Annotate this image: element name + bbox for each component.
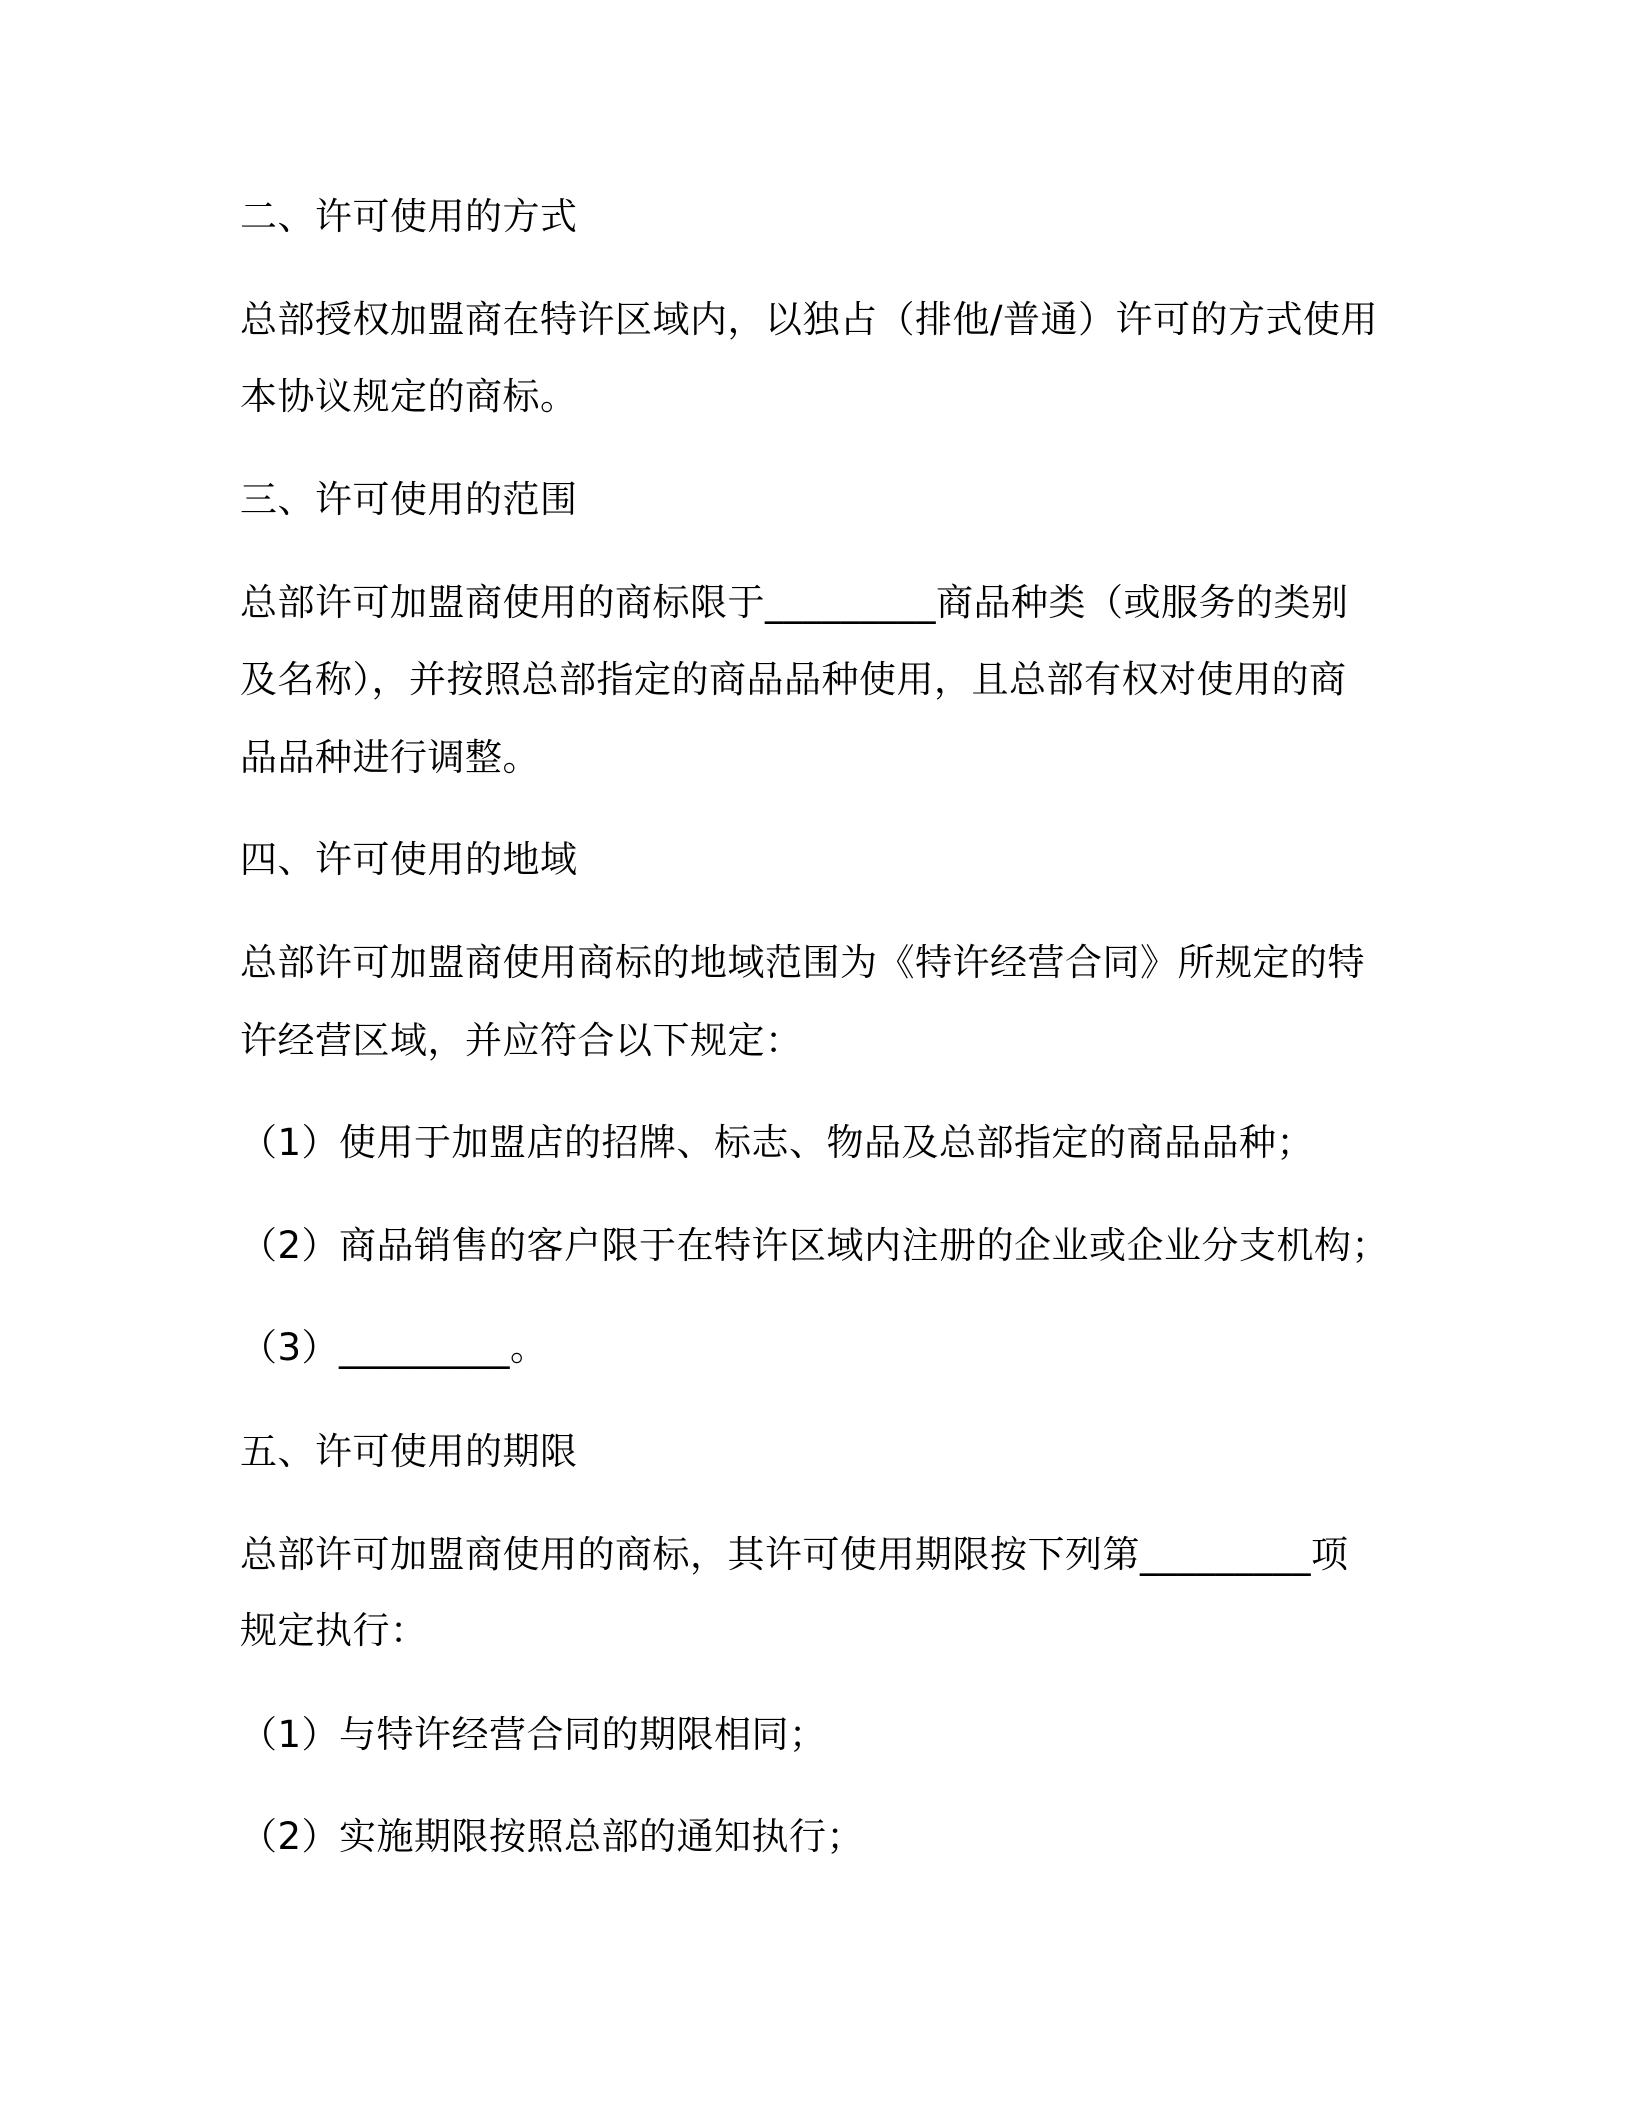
paragraph-line: 许经营区域，并应符合以下规定： [240,1019,803,1062]
paragraph-line: 总部许可加盟商使用商标的地域范围为《特许经营合同》所规定的特 [240,941,1365,984]
list-item: （1）使用于加盟店的招牌、标志、物品及总部指定的商品品种； [240,1121,1315,1164]
list-item: （2）商品销售的客户限于在特许区域内注册的企业或企业分支机构； [240,1224,1390,1267]
paragraph-line: 总部许可加盟商使用的商标，其许可使用期限按下列第_________项 [240,1533,1349,1576]
section-heading-3: 三、许可使用的范围 [240,478,578,521]
paragraph-line: 品品种进行调整。 [240,736,540,779]
paragraph-line: 本协议规定的商标。 [240,375,578,418]
paragraph-line: 总部授权加盟商在特许区域内，以独占（排他/普通）许可的方式使用 [240,298,1378,341]
paragraph-line: 及名称），并按照总部指定的商品品种使用，且总部有权对使用的商 [240,658,1347,701]
section-heading-4: 四、许可使用的地域 [240,838,578,881]
list-item: （1）与特许经营合同的期限相同； [240,1713,827,1756]
list-item: （2）实施期限按照总部的通知执行； [240,1815,865,1858]
paragraph-line: 规定执行： [240,1609,428,1652]
list-item: （3）_________。 [240,1326,548,1369]
paragraph-line: 总部许可加盟商使用的商标限于_________商品种类（或服务的类别 [240,581,1349,624]
section-heading-5: 五、许可使用的期限 [240,1430,578,1473]
section-heading-2: 二、许可使用的方式 [240,195,578,238]
